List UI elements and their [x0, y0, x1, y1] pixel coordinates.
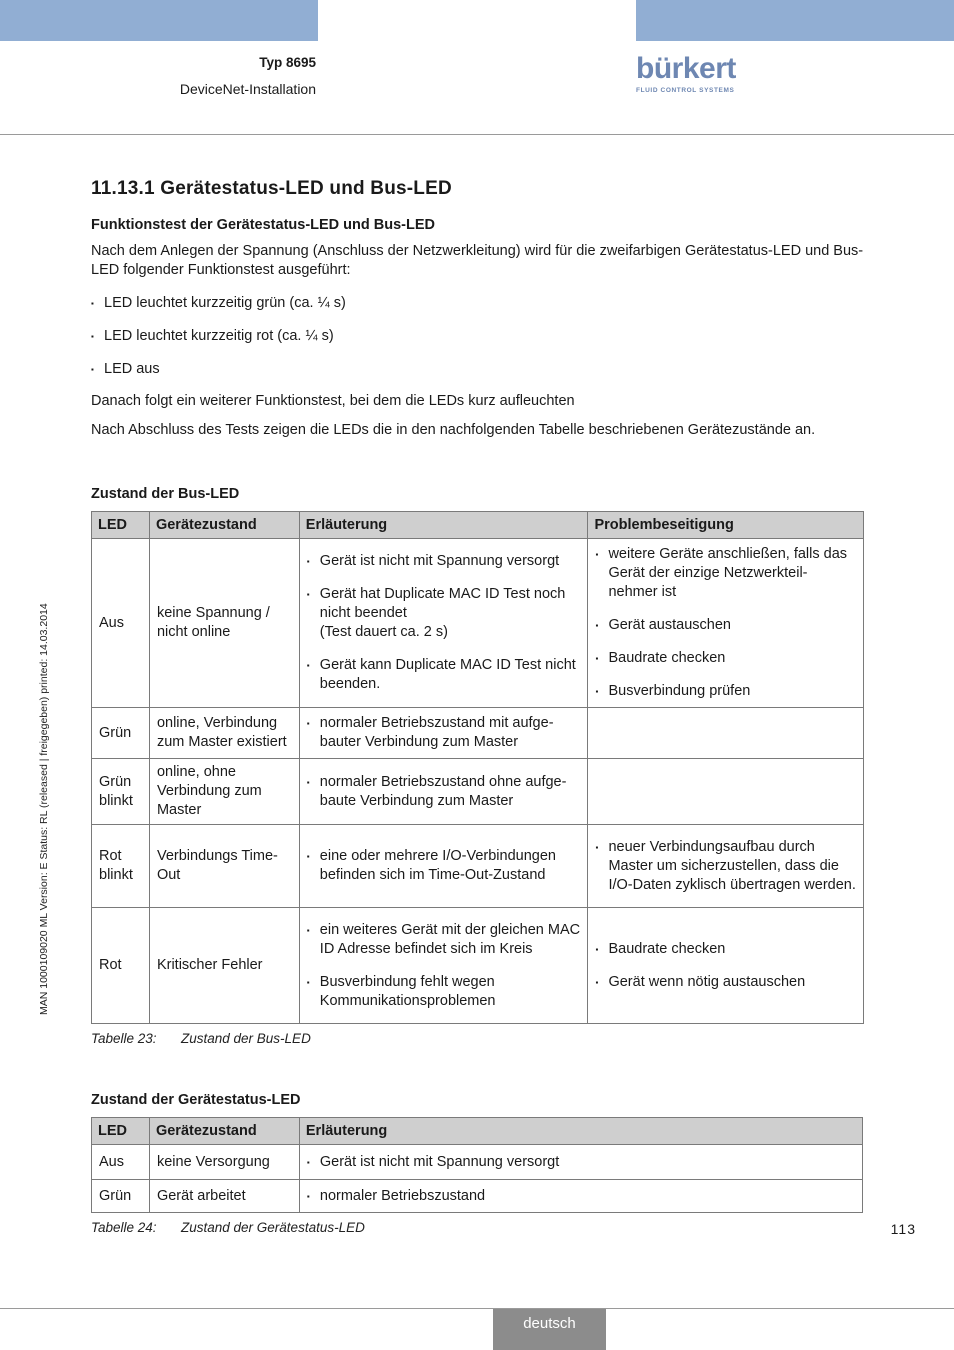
cell-explanation: [299, 1145, 862, 1180]
col-header-explanation: Erläuterung: [299, 512, 588, 539]
col-header-explanation: Erläuterung: [299, 1118, 862, 1145]
document-side-note: MAN 1000109020 ML Version: E Status: RL (released | freigegeben) printed: 14.03.2014: [38, 603, 50, 1015]
table-row: [92, 825, 864, 908]
table-row: [92, 1180, 863, 1213]
fix-list: [595, 940, 856, 992]
list-item: ▪ Gerät hat Duplicate MAC ID Test noch nicht beendet (Test dauert ca. 2 s): [307, 585, 581, 642]
table-header-row: [92, 1118, 863, 1145]
fix-list: [595, 545, 856, 701]
table-row: [92, 539, 864, 708]
list-item: ▪ Gerät kann Duplicate MAC ID Test nicht beenden.: [307, 656, 581, 694]
device-led-heading: Zustand der Gerätestatus-LED: [91, 1092, 301, 1108]
col-header-led: LED: [92, 512, 150, 539]
list-item: ▪ Busverbindung fehlt wegen Kommunikationsproblemen: [307, 973, 581, 1011]
list-item: ▪ LED leuchtet kurzzeitig grün (ca. ¼ s): [91, 294, 871, 313]
explanation-list: [307, 773, 581, 811]
list-item: ▪ Gerät ist nicht mit Spannung versorgt: [307, 552, 581, 571]
logo-wordmark: bürkert: [636, 52, 736, 85]
list-item: ▪ Gerät ist nicht mit Spannung versorgt: [307, 1153, 855, 1172]
cell-state: Kritischer Fehler: [149, 908, 299, 1024]
footer-divider: [0, 1308, 954, 1309]
col-header-state: Gerätezustand: [149, 512, 299, 539]
cell-led: Rot: [92, 908, 150, 1024]
cell-explanation: [299, 539, 588, 708]
function-test-list: [91, 294, 871, 379]
cell-led: Aus: [92, 539, 150, 708]
bus-led-table: [91, 511, 864, 1024]
list-item: ▪ normaler Betriebszustand ohne aufge-baute Verbindung zum Master: [307, 773, 581, 811]
explanation-list: [307, 552, 581, 694]
intro-paragraph: Nach dem Anlegen der Spannung (Anschluss der Netzwerkleitung) wird für die zweifarbigen Gerätestatus-LED und Bus-LED folgender Funktionstest ausgeführt:: [91, 243, 864, 278]
bus-led-heading: Zustand der Bus-LED: [91, 486, 240, 502]
device-led-table-body: [92, 1145, 863, 1213]
col-header-fix: Problembeseitigung: [588, 512, 864, 539]
list-item: ▪ LED aus: [91, 360, 871, 379]
page-content: [91, 178, 871, 1235]
table-row: [92, 708, 864, 759]
list-item: ▪ normaler Betriebszustand: [307, 1187, 855, 1206]
cell-fix: [588, 759, 864, 825]
list-item: ▪ eine oder mehrere I/O-Verbindungen befinden sich im Time-Out-Zustand: [307, 847, 581, 885]
header-band-right: [636, 0, 954, 41]
fix-list: [595, 838, 856, 895]
cell-fix: [588, 908, 864, 1024]
table-header-row: [92, 512, 864, 539]
list-item: ▪ Gerät austauschen: [595, 616, 856, 635]
table-row: [92, 1145, 863, 1180]
explanation-list: [307, 847, 581, 885]
cell-led: Rot blinkt: [92, 825, 150, 908]
cell-state: Gerät arbeitet: [149, 1180, 299, 1213]
cell-led: Grün: [92, 1180, 150, 1213]
header-typ: Typ 8695: [259, 55, 316, 70]
table-23-caption: Tabelle 23: Zustand der Bus-LED: [91, 1031, 311, 1046]
cell-led: Aus: [92, 1145, 150, 1180]
table-24-caption: Tabelle 24: Zustand der Gerätestatus-LED: [91, 1220, 365, 1235]
list-item: ▪ Busverbindung prüfen: [595, 682, 856, 701]
explanation-list: [307, 921, 581, 1011]
cell-explanation: [299, 759, 588, 825]
language-tab: deutsch: [493, 1309, 606, 1350]
cell-state: keine Spannung / nicht online: [149, 539, 299, 708]
list-item: ▪ Baudrate checken: [595, 649, 856, 668]
bus-led-table-body: [92, 539, 864, 1024]
cell-explanation: [299, 825, 588, 908]
list-item: ▪ normaler Betriebszustand mit aufge-bauter Verbindung zum Master: [307, 714, 581, 752]
header-band-left: [0, 0, 318, 41]
list-item: ▪ LED leuchtet kurzzeitig rot (ca. ¼ s): [91, 327, 871, 346]
col-header-led: LED: [92, 1118, 150, 1145]
cell-state: online, ohne Verbindung zum Master: [149, 759, 299, 825]
cell-explanation: [299, 1180, 862, 1213]
header-subtitle: DeviceNet-Installation: [179, 81, 316, 97]
list-item: ▪ neuer Verbindungsaufbau durch Master um sicherzustellen, dass die I/O-Daten zyklisch übertragen werden.: [595, 838, 856, 895]
col-header-state: Gerätezustand: [149, 1118, 299, 1145]
page-number: 113: [890, 1221, 916, 1237]
explanation-list: [307, 1187, 855, 1206]
list-item: ▪ Baudrate checken: [595, 940, 856, 959]
table-row: [92, 908, 864, 1024]
explanation-list: [307, 714, 581, 752]
table-row: [92, 759, 864, 825]
paragraph-followup: Danach folgt ein weiterer Funktionstest, bei dem die LEDs kurz aufleuchten: [91, 393, 575, 409]
cell-explanation: [299, 908, 588, 1024]
device-led-table: [91, 1117, 863, 1213]
cell-explanation: [299, 708, 588, 759]
cell-fix: [588, 708, 864, 759]
section-title: 11.13.1 Gerätestatus-LED und Bus-LED: [91, 178, 452, 199]
list-item: ▪ weitere Geräte anschließen, falls das Gerät der einzige Netzwerkteil-nehmer ist: [595, 545, 856, 602]
paragraph-conclusion: Nach Abschluss des Tests zeigen die LEDs die in den nachfolgenden Tabelle beschriebenen Gerätezustände an.: [91, 422, 816, 438]
cell-state: keine Versorgung: [149, 1145, 299, 1180]
cell-fix: [588, 825, 864, 908]
cell-led: Grün blinkt: [92, 759, 150, 825]
logo-tagline: FLUID CONTROL SYSTEMS: [636, 87, 735, 94]
cell-state: Verbindungs Time-Out: [149, 825, 299, 908]
burkert-logo: [636, 52, 736, 96]
cell-state: online, Verbindung zum Master existiert: [149, 708, 299, 759]
list-item: ▪ Gerät wenn nötig austauschen: [595, 973, 856, 992]
explanation-list: [307, 1153, 855, 1172]
cell-fix: [588, 539, 864, 708]
list-item: ▪ ein weiteres Gerät mit der gleichen MAC ID Adresse befindet sich im Kreis: [307, 921, 581, 959]
cell-led: Grün: [92, 708, 150, 759]
header-divider: [0, 134, 954, 135]
section-subtitle: Funktionstest der Gerätestatus-LED und Bus-LED: [91, 217, 436, 233]
